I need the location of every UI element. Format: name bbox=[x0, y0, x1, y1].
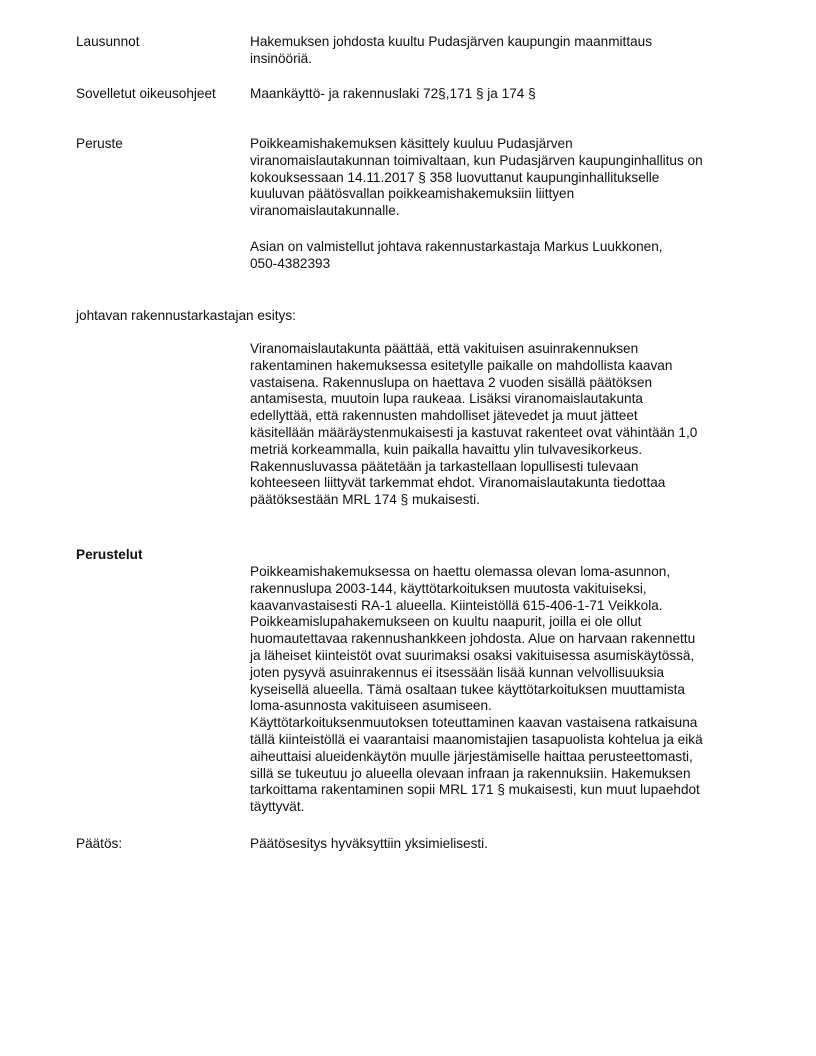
text-line: aiheuttaisi alueidenkäytön muulle järjestämiselle haittaa perusteettomasti, bbox=[250, 748, 693, 764]
text-line: kyseisellä alueella. Tämä osaltaan tukee käyttötarkoituksen muuttamista bbox=[250, 681, 685, 697]
text-line: Käyttötarkoituksenmuutoksen toteuttaminen kaavan vastaisena ratkaisuna bbox=[250, 715, 698, 731]
peruste-text bbox=[250, 136, 750, 220]
text-line: viranomaislautakunnan toimivaltaan, kun Pudasjärven kaupunginhallitus on bbox=[250, 152, 703, 168]
esitys-text bbox=[250, 341, 750, 509]
text-line: Viranomaislautakunta päättää, että vakituisen asuinrakennuksen bbox=[250, 341, 639, 356]
text-line: Poikkeamishakemuksen käsittely kuuluu Pudasjärven bbox=[250, 136, 573, 151]
lausunnot-text bbox=[250, 34, 750, 68]
text-line: insinööriä. bbox=[250, 50, 312, 66]
text-line: rakennuslupa 2003-144, käyttötarkoituksen muutosta vakituiseksi, bbox=[250, 580, 647, 596]
perustelut-text bbox=[250, 564, 750, 816]
text-line: Poikkeamislupahakemukseen on kuultu naapurit, joilla ei ole ollut bbox=[250, 614, 642, 630]
text-line: ja läheiset kiinteistöt ovat suurimaksi osaksi vakituisessa asumiskäytössä, bbox=[250, 647, 695, 663]
text-line: edellyttää, että rakennusten mahdolliset jätevedet ja muut jätteet bbox=[250, 408, 638, 424]
text-line: Hakemuksen johdosta kuultu Pudasjärven kaupungin maanmittaus bbox=[250, 34, 653, 49]
text-line: sillä se tukeutuu jo alueella olevaan infraan ja rakennuksiin. Hakemuksen bbox=[250, 765, 691, 781]
text-line: kohteeseen liittyvät tarkemmat ehdot. Viranomaislautakunta tiedottaa bbox=[250, 475, 666, 491]
lausunnot-label: Lausunnot bbox=[76, 34, 140, 49]
text-line: tällä kiinteistöllä ei vaarantaisi maanomistajien tasapuolista kohtelua ja eikä bbox=[250, 731, 703, 747]
esitys-heading: johtavan rakennustarkastajan esitys: bbox=[76, 308, 296, 323]
text-line: huomautettavaa rakennushankkeen johdosta. Alue on harvaan rakennettu bbox=[250, 631, 696, 647]
text-line: rakentaminen hakemuksessa esitetylle paikalle on mahdollista kaavan bbox=[250, 357, 673, 373]
paatos-text bbox=[250, 836, 750, 853]
text-line: täyttyvät. bbox=[250, 799, 305, 815]
oikeusohjeet-label: Sovelletut oikeusohjeet bbox=[76, 86, 216, 101]
text-line: kokouksessaan 14.11.2017 § 358 luovuttanut kaupunginhallitukselle bbox=[250, 169, 660, 185]
text-line: kaavanvastaisesti RA-1 alueella. Kiinteistöllä 615-406-1-71 Veikkola. bbox=[250, 597, 663, 613]
paatos-label: Päätös: bbox=[76, 836, 123, 851]
peruste-label: Peruste bbox=[76, 136, 123, 151]
text-line: tarkoittama rakentaminen sopii MRL 171 § mukaisesti, kun muut lupaehdot bbox=[250, 782, 700, 798]
peruste-preparer bbox=[250, 239, 750, 273]
text-line: Poikkeamishakemuksessa on haettu olemassa olevan loma-asunnon, bbox=[250, 564, 671, 579]
text-line: käsitellään määräystenmukaisesti ja kastuvat rakenteet ovat vähintään 1,0 bbox=[250, 424, 698, 440]
text-line: viranomaislautakunnalle. bbox=[250, 203, 400, 219]
text-line: Rakennusluvassa päätetään ja tarkastellaan lopullisesti tulevaan bbox=[250, 458, 639, 474]
text-line: joten pysyvä asuinrakennus ei itsessään lisää kunnan velvollisuuksia bbox=[250, 664, 665, 680]
text-line: Päätösesitys hyväksyttiin yksimielisesti. bbox=[250, 836, 488, 851]
text-line: vastaisena. Rakennuslupa on haettava 2 vuoden sisällä päätöksen bbox=[250, 374, 653, 390]
text-line: antamisesta, muutoin lupa raukeaa. Lisäksi viranomaislautakunta bbox=[250, 391, 643, 407]
text-line: loma-asunnosta vakituiseen asumiseen. bbox=[250, 698, 492, 714]
text-line: metriä korkeammalla, kuin paikalla havaittu ylin tulvavesikorkeus. bbox=[250, 441, 643, 457]
text-line: Maankäyttö- ja rakennuslaki 72§,171 § ja 174 § bbox=[250, 86, 536, 101]
oikeusohjeet-text bbox=[250, 86, 750, 103]
text-line: 050-4382393 bbox=[250, 255, 331, 271]
text-line: päätöksestään MRL 174 § mukaisesti. bbox=[250, 492, 480, 508]
text-line: Asian on valmistellut johtava rakennustarkastaja Markus Luukkonen, bbox=[250, 239, 663, 254]
perustelut-label: Perustelut bbox=[76, 547, 143, 562]
text-line: kuuluvan päätösvallan poikkeamishakemuksiin liittyen bbox=[250, 186, 575, 202]
